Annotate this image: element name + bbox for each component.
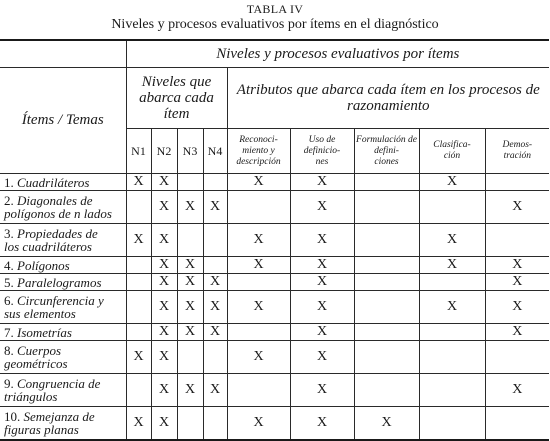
header-attribute-line: Clasifica- — [433, 140, 471, 150]
table-row — [0, 191, 549, 224]
item-line — [4, 326, 126, 339]
mark-cell: X — [227, 257, 290, 274]
mark-cell: X — [151, 191, 177, 224]
table-row — [0, 274, 549, 291]
mark-cell: X — [485, 374, 549, 407]
mark-cell: X — [151, 291, 177, 324]
mark-cell: X — [354, 407, 419, 441]
item-name: Propiedades de — [17, 226, 98, 241]
mark-cell: X — [419, 257, 485, 274]
mark-cell: X — [290, 174, 354, 191]
table-row — [0, 324, 549, 341]
mark-cell — [126, 274, 151, 291]
mark-cell: X — [177, 374, 203, 407]
header-level-2: N2 — [151, 129, 177, 174]
mark-cell: X — [177, 257, 203, 274]
item-cell — [0, 191, 126, 224]
mark-cell: X — [419, 291, 485, 324]
mark-cell — [203, 341, 227, 374]
header-attribute-line: Demos- — [502, 140, 533, 150]
mark-cell: X — [203, 191, 227, 224]
header-attribute-4 — [419, 129, 485, 174]
mark-cell: X — [227, 224, 290, 257]
header-level-4: N4 — [203, 129, 227, 174]
mark-cell — [419, 341, 485, 374]
mark-cell — [126, 191, 151, 224]
table-row — [0, 291, 549, 324]
mark-cell: X — [151, 174, 177, 191]
header-attribute-3 — [354, 129, 419, 174]
mark-cell — [177, 174, 203, 191]
mark-cell — [227, 374, 290, 407]
mark-cell — [485, 407, 549, 441]
mark-cell — [126, 374, 151, 407]
mark-cell — [354, 257, 419, 274]
header-level-3: N3 — [177, 129, 203, 174]
mark-cell: X — [177, 191, 203, 224]
mark-cell — [485, 174, 549, 191]
mark-cell — [354, 224, 419, 257]
mark-cell: X — [290, 191, 354, 224]
header-items: Ítems / Temas — [0, 68, 126, 174]
item-line — [4, 276, 126, 289]
mark-cell — [354, 274, 419, 291]
mark-cell — [177, 224, 203, 257]
mark-cell: X — [151, 374, 177, 407]
mark-cell — [419, 191, 485, 224]
item-name: Semejanza de — [23, 409, 95, 424]
mark-cell — [485, 224, 549, 257]
item-name: Isometrías — [17, 324, 72, 340]
header-attribute-5 — [485, 129, 549, 174]
mark-cell: X — [485, 274, 549, 291]
mark-cell: X — [126, 407, 151, 441]
item-cell — [0, 324, 126, 341]
item-name: Congruencia de — [17, 376, 101, 391]
header-attribute-1 — [227, 129, 290, 174]
mark-cell: X — [290, 341, 354, 374]
item-cell — [0, 274, 126, 291]
mark-cell — [419, 324, 485, 341]
item-name-continued: geométricos — [4, 356, 68, 371]
mark-cell — [354, 374, 419, 407]
mark-cell — [354, 324, 419, 341]
mark-cell — [419, 274, 485, 291]
header-attribute-line: nes — [315, 156, 329, 167]
mark-cell: X — [290, 407, 354, 441]
item-cell — [0, 174, 126, 191]
mark-cell: X — [126, 174, 151, 191]
header-attribute-line: defini- — [374, 145, 399, 156]
table-caption — [0, 0, 550, 33]
table-body — [0, 174, 549, 441]
mark-cell: X — [151, 341, 177, 374]
item-number: 2. — [4, 193, 14, 208]
header-attributes-group: Atributos que abarca cada ítem en los procesos de razonamiento — [227, 68, 549, 129]
mark-cell: X — [485, 191, 549, 224]
mark-cell — [354, 191, 419, 224]
header-attribute-2 — [290, 129, 354, 174]
item-line — [4, 176, 126, 189]
table-row — [0, 174, 549, 191]
mark-cell — [203, 407, 227, 441]
item-cell — [0, 224, 126, 257]
table-row — [0, 341, 549, 374]
item-name-continued: figuras planas — [4, 422, 79, 437]
header-blank — [0, 40, 126, 68]
item-number: 10. — [4, 409, 21, 424]
table-label: TABLA IV — [246, 2, 304, 16]
mark-cell: X — [227, 291, 290, 324]
mark-cell — [354, 174, 419, 191]
item-cell — [0, 374, 126, 407]
table-row — [0, 407, 549, 441]
item-name-continued: los cuadriláteros — [4, 239, 92, 254]
item-name: Cuadriláteros — [17, 174, 90, 190]
mark-cell — [227, 274, 290, 291]
mark-cell: X — [203, 324, 227, 341]
mark-cell: X — [419, 224, 485, 257]
header-levels-group: Niveles que abarca cada ítem — [126, 68, 227, 129]
mark-cell — [227, 191, 290, 224]
mark-cell — [177, 407, 203, 441]
header-attribute-line: miento y — [242, 145, 275, 156]
item-name: Paralelogramos — [17, 274, 102, 290]
item-name-continued: polígonos de n lados — [4, 206, 112, 221]
mark-cell: X — [290, 291, 354, 324]
evaluation-table — [0, 39, 549, 441]
header-attribute-line: Formulación de — [356, 134, 417, 145]
mark-cell: X — [419, 174, 485, 191]
item-number: 8. — [4, 343, 14, 358]
mark-cell: X — [126, 224, 151, 257]
item-number: 6. — [4, 293, 14, 308]
header-attribute-line: tración — [503, 151, 532, 161]
header-attribute-line: definicio- — [303, 145, 341, 156]
mark-cell: X — [227, 341, 290, 374]
mark-cell — [419, 374, 485, 407]
item-number: 1. — [4, 174, 14, 190]
mark-cell — [126, 324, 151, 341]
item-cell — [0, 341, 126, 374]
mark-cell: X — [203, 291, 227, 324]
mark-cell: X — [290, 374, 354, 407]
table-row — [0, 374, 549, 407]
mark-cell: X — [227, 174, 290, 191]
mark-cell: X — [177, 324, 203, 341]
mark-cell: X — [126, 341, 151, 374]
header-attribute-line: ción — [443, 151, 461, 161]
item-name: Circunferencia y — [17, 293, 104, 308]
mark-cell: X — [203, 374, 227, 407]
header-attribute-line: ciones — [374, 156, 399, 167]
mark-cell: X — [177, 291, 203, 324]
mark-cell: X — [485, 324, 549, 341]
table-row — [0, 257, 549, 274]
mark-cell — [419, 407, 485, 441]
header-attribute-line: Uso de — [308, 134, 336, 145]
item-cell — [0, 257, 126, 274]
item-cell — [0, 407, 126, 441]
mark-cell — [485, 341, 549, 374]
mark-cell — [203, 224, 227, 257]
item-number: 7. — [4, 324, 14, 340]
mark-cell: X — [485, 291, 549, 324]
mark-cell: X — [151, 257, 177, 274]
mark-cell: X — [227, 407, 290, 441]
item-name: Diagonales de — [17, 193, 93, 208]
mark-cell: X — [151, 274, 177, 291]
mark-cell: X — [203, 274, 227, 291]
mark-cell — [203, 174, 227, 191]
mark-cell: X — [177, 274, 203, 291]
mark-cell: X — [151, 324, 177, 341]
item-number: 9. — [4, 376, 14, 391]
mark-cell: X — [151, 407, 177, 441]
header-main: Niveles y procesos evaluativos por ítems — [126, 40, 549, 68]
item-name-continued: sus elementos — [4, 306, 76, 321]
item-number: 4. — [4, 257, 14, 273]
header-attribute-line: Reconoci- — [239, 134, 278, 145]
mark-cell — [177, 341, 203, 374]
mark-cell — [203, 257, 227, 274]
header-attribute-line: descripción — [236, 156, 281, 167]
header-level-1: N1 — [126, 129, 151, 174]
item-line — [4, 259, 126, 272]
table-title: Niveles y procesos evaluativos por ítems en el diagnóstico — [111, 17, 439, 32]
mark-cell — [126, 257, 151, 274]
item-name: Polígonos — [17, 257, 70, 273]
mark-cell: X — [290, 257, 354, 274]
mark-cell — [126, 291, 151, 324]
item-name-continued: triángulos — [4, 389, 58, 404]
mark-cell: X — [290, 224, 354, 257]
table-row — [0, 224, 549, 257]
mark-cell: X — [290, 324, 354, 341]
item-name: Cuerpos — [17, 343, 62, 358]
mark-cell: X — [485, 257, 549, 274]
mark-cell — [354, 341, 419, 374]
mark-cell: X — [151, 224, 177, 257]
item-number: 3. — [4, 226, 14, 241]
mark-cell — [227, 324, 290, 341]
mark-cell: X — [290, 274, 354, 291]
item-cell — [0, 291, 126, 324]
item-number: 5. — [4, 274, 14, 290]
mark-cell — [354, 291, 419, 324]
